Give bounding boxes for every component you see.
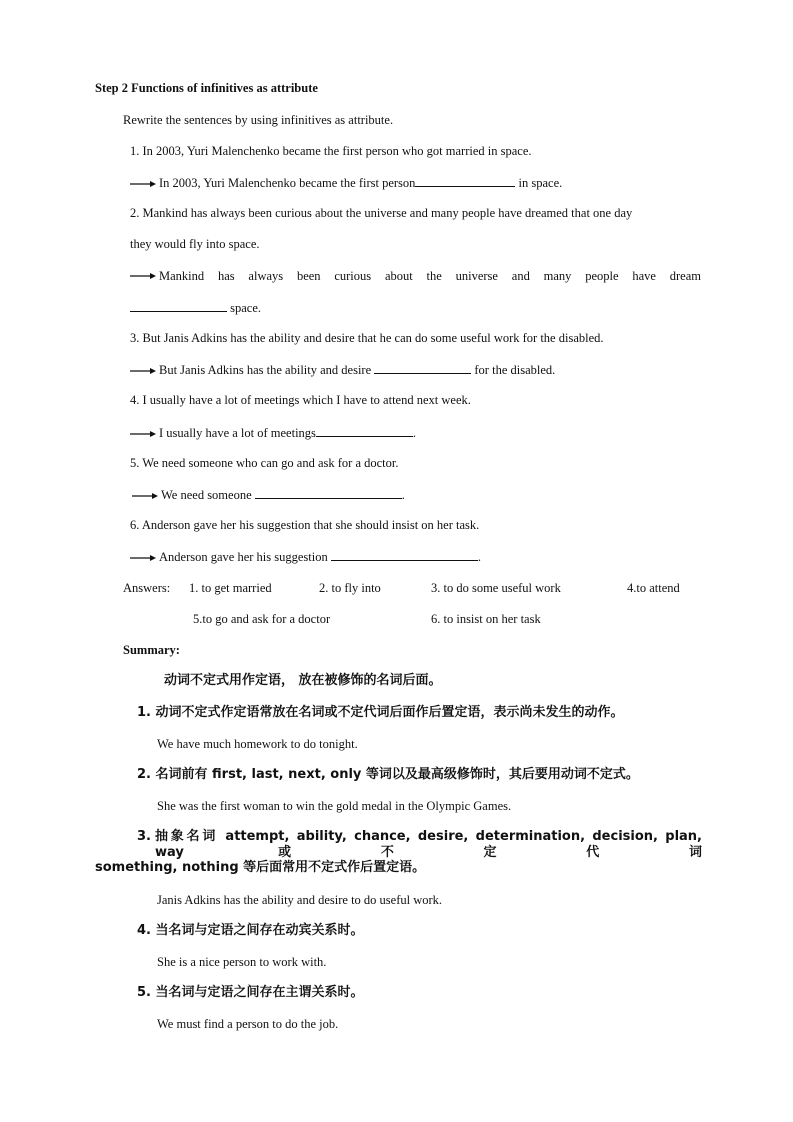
- item-6-blank[interactable]: [331, 548, 478, 561]
- item-4-text: I usually have a lot of meetings which I have to attend next week.: [142, 393, 471, 407]
- item-2-rewrite-after: space.: [227, 301, 262, 315]
- item-4-rewrite-after: .: [412, 426, 417, 440]
- arrow-icon: [130, 430, 156, 438]
- item-6-num: 6.: [130, 518, 140, 532]
- rule-1-num: 1.: [137, 705, 151, 720]
- rule-3-text-line1: 抽象名词 attempt, ability, chance, desire, determination, decision, plan, way 或不定代词: [154, 829, 702, 860]
- item-5-rewrite-after: .: [401, 488, 405, 502]
- item-1-blank[interactable]: [415, 174, 515, 187]
- rule-5-text: 当名词与定语之间存在主谓关系时。: [155, 985, 364, 1000]
- item-6-rewrite: [130, 548, 481, 565]
- item-4-num: 4.: [130, 393, 140, 407]
- rule-4-text: 当名词与定语之间存在动宾关系时。: [155, 923, 364, 938]
- arrow-icon: [130, 272, 156, 280]
- item-3-rewrite-after: for the disabled.: [471, 363, 556, 377]
- item-2-sentence-line2: they would fly into space.: [130, 237, 260, 251]
- rule-1: [137, 705, 624, 721]
- rule-4-example: She is a nice person to work with.: [157, 955, 327, 969]
- item-2-sentence-line1: [130, 205, 632, 221]
- arrow-icon: [130, 554, 156, 562]
- answer-3: 3. to do some useful work: [431, 581, 561, 595]
- item-1-rewrite-after: in space.: [515, 176, 563, 190]
- item-5-num: 5.: [130, 456, 140, 470]
- item-6-text: Anderson gave her his suggestion that she should insist on her task.: [141, 518, 480, 532]
- item-4-sentence: [130, 392, 471, 408]
- item-2-blank[interactable]: [130, 299, 227, 312]
- item-2-rewrite-line2: [130, 299, 261, 316]
- item-3-rewrite: [130, 361, 555, 378]
- rule-5-num: 5.: [137, 985, 151, 1000]
- arrow-icon: [130, 367, 156, 375]
- item-3-text: But Janis Adkins has the ability and desire that he can do some useful work for the disabled.: [142, 331, 604, 345]
- rule-3-line1: [137, 829, 702, 861]
- answer-5: 5.to go and ask for a doctor: [193, 612, 331, 626]
- item-3-sentence: [130, 330, 604, 346]
- item-6-rewrite-after: .: [477, 550, 481, 564]
- item-1-sentence: [130, 143, 532, 159]
- item-2-rewrite-line1: [130, 268, 701, 284]
- instruction: Rewrite the sentences by using infinitives as attribute.: [123, 113, 394, 127]
- item-4-rewrite: [130, 424, 416, 441]
- item-5-rewrite: [132, 486, 405, 503]
- section-heading: Step 2 Functions of infinitives as attribute: [95, 81, 318, 95]
- answers-label: Answers:: [123, 581, 171, 595]
- rule-2-text: 名词前有 first, last, next, only 等词以及最高级修饰时，其后要用动词不定式。: [155, 767, 639, 782]
- item-1-text: In 2003, Yuri Malenchenko became the first person who got married in space.: [142, 144, 532, 158]
- item-3-num: 3.: [130, 331, 140, 345]
- answer-2: 2. to fly into: [319, 581, 381, 595]
- item-3-rewrite-before: But Janis Adkins has the ability and desire: [159, 363, 375, 377]
- item-2-num: 2.: [130, 206, 140, 220]
- rule-3-text-line2: something, nothing 等后面常用不定式作后置定语。: [95, 860, 426, 875]
- arrow-icon: [130, 180, 156, 188]
- item-6-sentence: [130, 517, 479, 533]
- answer-1: 1. to get married: [189, 581, 272, 595]
- item-4-rewrite-before: I usually have a lot of meetings: [159, 426, 316, 440]
- item-1-rewrite-before: In 2003, Yuri Malenchenko became the first person: [159, 176, 416, 190]
- rule-2-num: 2.: [137, 767, 151, 782]
- rule-2: [137, 767, 639, 783]
- rule-4-num: 4.: [137, 923, 151, 938]
- answer-4: 4.to attend: [627, 581, 680, 595]
- rule-3-example: Janis Adkins has the ability and desire to do useful work.: [157, 893, 443, 907]
- item-5-rewrite-before: We need someone: [161, 488, 255, 502]
- arrow-icon: [132, 492, 158, 500]
- rule-1-example: We have much homework to do tonight.: [157, 737, 358, 751]
- item-5-sentence: [130, 455, 398, 471]
- rule-2-example: She was the first woman to win the gold medal in the Olympic Games.: [157, 799, 512, 813]
- answer-6: 6. to insist on her task: [431, 612, 541, 626]
- rule-4: [137, 923, 364, 939]
- item-5-text: We need someone who can go and ask for a doctor.: [142, 456, 399, 470]
- item-1-rewrite: [130, 174, 562, 191]
- item-3-blank[interactable]: [374, 361, 471, 374]
- item-2-text-line1: Mankind has always been curious about the universe and many people have dreamed that one day: [142, 206, 633, 220]
- rule-5-example: We must find a person to do the job.: [157, 1017, 339, 1031]
- summary-intro: 动词不定式用作定语， 放在被修饰的名词后面。: [164, 673, 442, 688]
- rule-3-num: 3.: [137, 829, 151, 844]
- item-4-blank[interactable]: [316, 424, 413, 437]
- summary-label: Summary:: [123, 643, 180, 657]
- item-5-blank[interactable]: [255, 486, 402, 499]
- item-2-rewrite-text: Mankind has always been curious about the universe and many people have dream: [159, 269, 701, 283]
- item-6-rewrite-before: Anderson gave her his suggestion: [159, 550, 331, 564]
- item-1-num: 1.: [130, 144, 140, 158]
- rule-5: [137, 985, 364, 1001]
- rule-1-text: 动词不定式作定语常放在名词或不定代词后面作后置定语，表示尚未发生的动作。: [155, 705, 624, 720]
